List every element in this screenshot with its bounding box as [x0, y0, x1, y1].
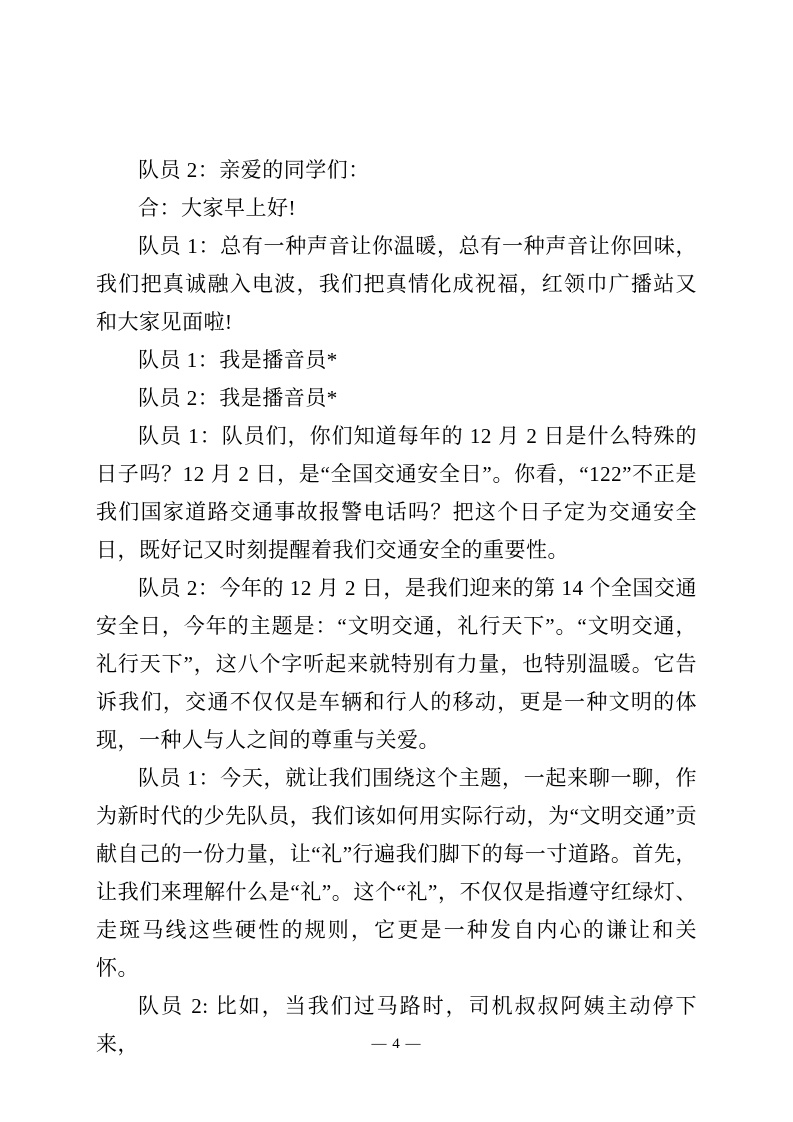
paragraph: 队员 2：亲爱的同学们： — [138, 158, 370, 182]
paragraph: 队员 1：今天，就让我们围绕这个主题，一起来聊一聊，作为新时代的少先队员，我们该如何用实际行动，为“文明交通”贡献自己的一份力量，让“礼”行遍我们脚下的每一寸道路。首先，让我们来理解什么是“礼”。这个“礼”，不仅仅是指遵守红绿灯、走斑马线这些硬性的规则，它更是一种发自内心的谦让和关怀。 — [96, 766, 697, 980]
paragraph: 队员 1：队员们，你们知道每年的 12 月 2 日是什么特殊的日子吗？12 月 2 日，是“全国交通安全日”。你看，“122”不正是我们国家道路交通事故报警电话吗？把这个日子定为交通安全日，既好记又时刻提醒着我们交通安全的重要性。 — [96, 424, 697, 562]
paragraph: 队员 2: 比如，当我们过马路时，司机叔叔阿姨主动停下来， — [96, 994, 697, 1056]
paragraph: 队员 1：总有一种声音让你温暖，总有一种声音让你回味，我们把真诚融入电波，我们把真情化成祝福，红领巾广播站又和大家见面啦! — [96, 234, 697, 334]
page-number: — 4 — — [371, 1036, 422, 1052]
paragraph: 队员 2：我是播音员* — [138, 386, 338, 410]
document-body — [96, 151, 697, 1063]
paragraph: 队员 1：我是播音员* — [138, 348, 338, 372]
paragraph: 合：大家早上好! — [138, 196, 296, 220]
paragraph: 队员 2：今年的 12 月 2 日，是我们迎来的第 14 个全国交通安全日，今年的主题是：“文明交通，礼行天下”。“文明交通，礼行天下”，这八个字听起来就特别有力量，也特别温暖。它告诉我们，交通不仅仅是车辆和行人的移动，更是一种文明的体现，一种人与人之间的尊重与关爱。 — [96, 576, 697, 752]
